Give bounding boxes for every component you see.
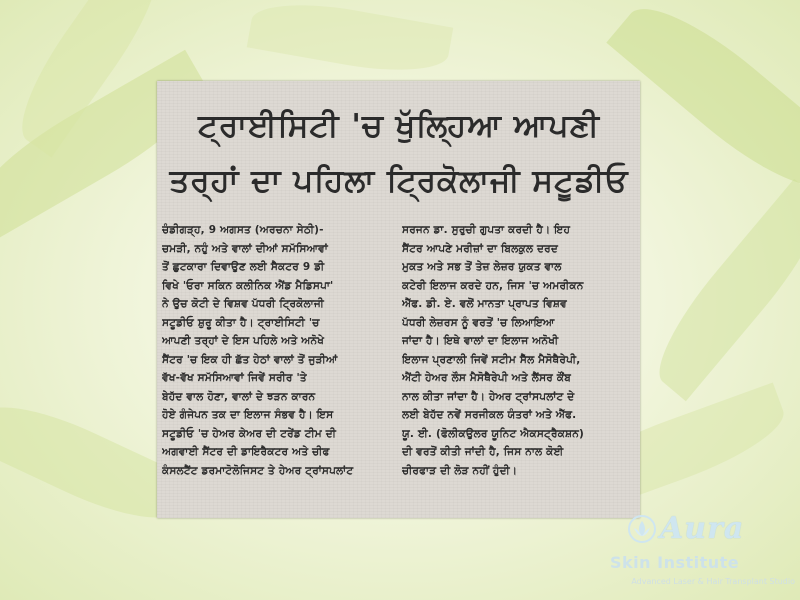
headline-line-2: ਤਰ੍ਹਾਂ ਦਾ ਪਹਿਲਾ ਟ੍ਰਿਕੋਲਾਜੀ ਸਟੂਡੀਓ: [169, 163, 629, 199]
article-line: ਸਟੂਡੀਓ ਸ਼ੁਰੂ ਕੀਤਾ ਹੈ। ਟ੍ਰਾਈਸਿਟੀ 'ਚ: [162, 316, 320, 329]
article-column-left: [162, 221, 394, 480]
newspaper-clipping: [157, 81, 640, 518]
article-line: ਹੋਏ ਗੰਜੇਪਨ ਤਕ ਦਾ ਇਲਾਜ ਸੰਭਵ ਹੈ। ਇਸ: [162, 409, 334, 421]
article-line: ਕਟੇਰੀ ਇਲਾਜ ਕਰਦੇ ਹਨ, ਜਿਸ 'ਚ ਅਮਰੀਕਨ: [402, 279, 584, 292]
article-line: ਚੰਡੀਗੜ੍ਹ, 9 ਅਗਸਤ (ਅਰਚਨਾ ਸੇਠੀ)-: [162, 224, 324, 236]
brand-name: Aura: [660, 511, 745, 546]
article-line: ਵੱਖ-ਵੱਖ ਸਮੱਸਿਆਵਾਂ ਜਿਵੇਂ ਸਰੀਰ 'ਤੇ: [162, 372, 307, 384]
article-line: ਕੰਸਲਟੈਂਟ ਡਰਮਾਟੋਲੋਜਿਸਟ ਤੇ ਹੇਅਰ ਟ੍ਰਾਂਸਪਲਾਂਟ: [162, 464, 354, 477]
article-line: ਐਂਟੀ ਹੇਅਰ ਲੌਸ ਮੈਸੋਥੈਰੇਪੀ ਅਤੇ ਲੈਂਸਰ ਕੌਂਬ: [402, 372, 571, 384]
article-line: ਲਈ ਬੇਹੱਦ ਨਵੇਂ ਸਰਜੀਕਲ ਯੰਤਰਾਂ ਅਤੇ ਐੱਫ.: [402, 409, 577, 421]
article-line: ਇਲਾਜ ਪ੍ਰਣਾਲੀ ਜਿਵੇਂ ਸਟੀਮ ਸੈੱਲ ਮੈਸੋਥੈਰੇਪੀ,: [402, 353, 581, 366]
article-line: ਬੇਹੱਦ ਵਾਲ ਹੋਣਾ, ਵਾਲਾਂ ਦੇ ਝੜਨ ਕਾਰਨ: [162, 390, 316, 403]
brand-subtitle: Skin Institute: [610, 553, 740, 572]
article-line: ਆਪਣੀ ਤਰ੍ਹਾਂ ਦੇ ਇਸ ਪਹਿਲੇ ਅਤੇ ਅਨੋਖੇ: [162, 335, 325, 347]
article-line: ਐੱਫ. ਡੀ. ਏ. ਵਲੋਂ ਮਾਨਤਾ ਪ੍ਰਾਪਤ ਵਿਸ਼ਵ: [402, 298, 567, 310]
article-line: ਵਿਖੇ 'ਓਰਾ ਸਕਿਨ ਕਲੀਨਿਕ ਐਂਡ ਮੈਡਿਸਪਾ': [162, 279, 334, 292]
headline-line-1: ਟ੍ਰਾਈਸਿਟੀ 'ਚ ਖੁੱਲ੍ਹਿਆ ਆਪਣੀ: [198, 108, 600, 144]
article-column-right: [402, 221, 634, 480]
lotus-icon: [628, 515, 656, 543]
article-line: ਦੀ ਵਰਤੋਂ ਕੀਤੀ ਜਾਂਦੀ ਹੈ, ਜਿਸ ਨਾਲ ਕੋਈ: [402, 446, 564, 458]
article-line: ਸਟੂਡੀਓ 'ਚ ਹੇਅਰ ਕੇਅਰ ਦੀ ਟਰੇਂਡ ਟੀਮ ਦੀ: [162, 427, 337, 440]
article-line: ਚਮੜੀ, ਨਹੁੰ ਅਤੇ ਵਾਲਾਂ ਦੀਆਂ ਸਮੱਸਿਆਵਾਂ: [162, 242, 328, 255]
background-leaf: [247, 0, 454, 82]
article-line: ਮੁਕਤ ਅਤੇ ਸਭ ਤੋਂ ਤੇਜ਼ ਲੇਜ਼ਰ ਯੁਕਤ ਵਾਲ: [402, 261, 562, 273]
article-line: ਨਾਲ ਕੀਤਾ ਜਾਂਦਾ ਹੈ। ਹੇਅਰ ਟ੍ਰਾਂਸਪਲਾਂਟ ਦੇ: [402, 390, 575, 403]
article-line: ਜਾਂਦਾ ਹੈ। ਇਥੇ ਵਾਲਾਂ ਦਾ ਇਲਾਜ ਅਨੋਖੀ: [402, 335, 559, 347]
article-line: ਅਗਵਾਈ ਸੈਂਟਰ ਦੀ ਡਾਇਰੈਕਟਰ ਅਤੇ ਚੀਫ: [162, 446, 330, 458]
article-line: ਤੋਂ ਛੁਟਕਾਰਾ ਦਿਵਾਉਣ ਲਈ ਸੈਕਟਰ 9 ਡੀ: [162, 261, 325, 273]
article-line: ਚੀਰਫਾੜ ਦੀ ਲੋੜ ਨਹੀਂ ਹੁੰਦੀ।: [402, 464, 518, 477]
aura-logo: [590, 511, 795, 595]
background-leaf: [640, 179, 800, 401]
article-line: ਪੱਧਰੀ ਲੇਜ਼ਰਸ ਨੂੰ ਵਰਤੋਂ 'ਚ ਲਿਆਇਆ: [402, 316, 555, 329]
article-line: ਸੈਂਟਰ 'ਚ ਇਕ ਹੀ ਛੱਤ ਹੇਠਾਂ ਵਾਲਾਂ ਤੋਂ ਜੁੜੀਆਂ: [162, 353, 338, 366]
article-line: ਨੇ ਉਚ ਕੋਟੀ ਦੇ ਵਿਸ਼ਵ ਪੱਧਰੀ ਟ੍ਰਿਕੋਲਾਜੀ: [162, 298, 325, 310]
brand-tagline: Advanced Laser & Hair Transplant Studio: [631, 577, 795, 586]
article-line: ਸਰਜਨ ਡਾ. ਸੁਰੁਚੀ ਗੁਪਤਾ ਕਰਦੀ ਹੈ। ਇਹ: [402, 224, 571, 236]
article-line: ਸੈਂਟਰ ਆਪਣੇ ਮਰੀਜ਼ਾਂ ਦਾ ਬਿਲਕੁਲ ਦਰਦ: [402, 242, 558, 255]
article-line: ਯੂ. ਈ. (ਫੋਲੀਕਉਲਰ ਯੂਨਿਟ ਐਕਸਟ੍ਰੈਕਸ਼ਨ): [402, 427, 585, 440]
